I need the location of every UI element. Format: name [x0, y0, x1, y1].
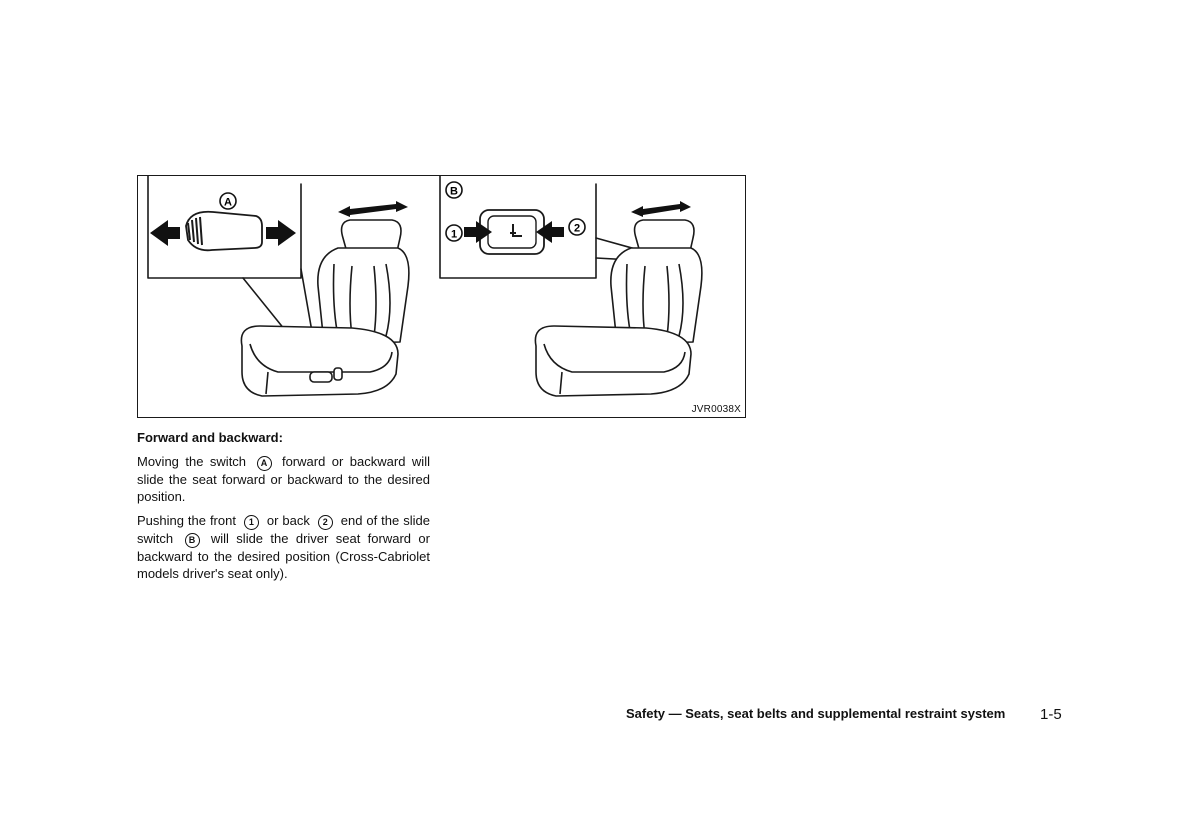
page-number: 1-5 [1040, 706, 1062, 723]
paragraph-2 [137, 512, 430, 583]
seat-illustration [138, 176, 747, 419]
seat-adjust-figure [137, 175, 746, 418]
callout-b-inline: B [185, 533, 200, 548]
svg-text:2: 2 [573, 222, 581, 235]
callout-a-badge [220, 193, 236, 209]
paragraph-2-part-a: Pushing the front [137, 512, 236, 528]
callout-2-badge [569, 219, 585, 235]
body-text [137, 429, 430, 589]
section-heading: Forward and backward: [137, 430, 283, 445]
callout-1-inline: 1 [244, 515, 259, 530]
footer-section-title: Safety — Seats, seat belts and supplemental restraint system [626, 706, 1006, 721]
seat-right-illustration [535, 220, 702, 396]
paragraph-1 [137, 453, 430, 506]
double-arrow-icon [631, 201, 691, 217]
callout-a-inline: A [257, 456, 272, 471]
svg-text:B: B [450, 185, 458, 198]
callout-2-inline: 2 [318, 515, 333, 530]
callout-b-badge [446, 182, 462, 198]
callout-1-badge [446, 225, 462, 241]
paragraph-1-lead: Moving the switch [137, 453, 247, 469]
paragraph-2-part-d: will slide the driver seat forward or backward to the desired position (Cross-Cabriolet models driver's seat only). [137, 530, 430, 581]
paragraph-2-part-b: or back [266, 512, 310, 528]
switch-a-icon [186, 212, 262, 251]
arrow-right-icon [266, 220, 296, 246]
svg-text:A: A [224, 196, 232, 209]
arrow-left-icon [150, 220, 180, 246]
svg-text:1: 1 [450, 228, 458, 241]
paragraph-2-part-c: end of the slide switch [137, 512, 430, 546]
paragraph-1-rest: forward or backward will slide the seat forward or backward to the desired position. [137, 453, 430, 504]
figure-code: JVR0038X [691, 404, 741, 415]
double-arrow-icon [338, 201, 408, 217]
